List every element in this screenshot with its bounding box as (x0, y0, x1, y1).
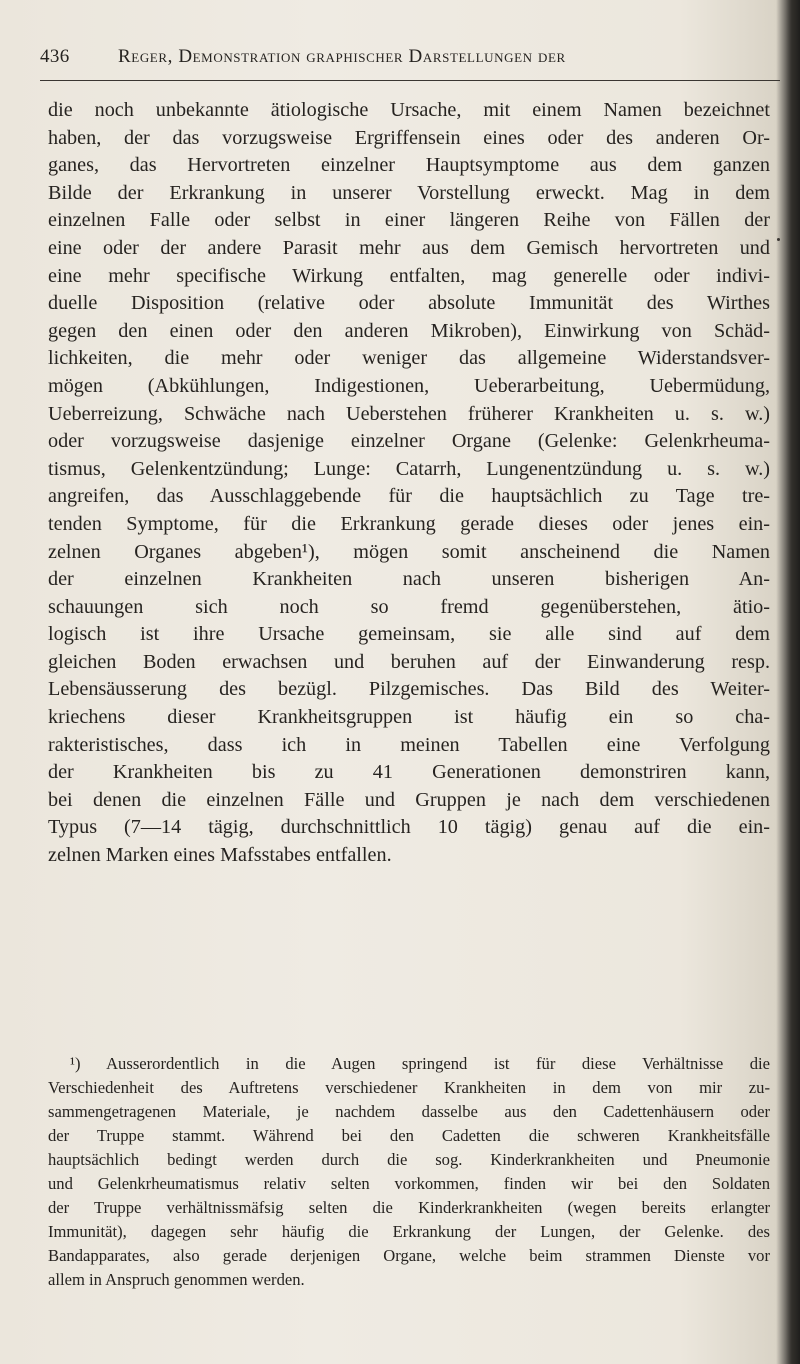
page-edge-shadow (786, 0, 800, 1364)
body-line: rakteristisches, dass ich in meinen Tabellen eine Verfolgung (48, 733, 770, 756)
body-line: Typus (7—14 tägig, durchschnittlich 10 tägig) genau auf die ein- (48, 816, 770, 839)
footnote-line: ¹) Ausserordentlich in die Augen springend ist für diese Verhältnisse die (70, 1054, 770, 1073)
running-head: Reger, Demonstration graphischer Darstellungen der (118, 46, 566, 67)
print-speck (777, 238, 780, 241)
footnote-line: sammengetragenen Materiale, je nachdem dasselbe aus den Cadettenhäusern oder (48, 1102, 770, 1121)
body-line: haben, der das vorzugsweise Ergriffensein eines oder des anderen Or- (48, 126, 770, 149)
footnote-line: Bandapparates, also gerade derjenigen Organe, welche beim strammen Dienste vor (48, 1246, 770, 1265)
body-line: zelnen Marken eines Mafsstabes entfallen. (48, 844, 392, 867)
body-line: Ueberreizung, Schwäche nach Ueberstehen früherer Krankheiten u. s. w.) (48, 402, 770, 425)
body-line: die noch unbekannte ätiologische Ursache, mit einem Namen bezeichnet (48, 99, 770, 121)
footnote-line: Immunität), dagegen sehr häufig die Erkrankung der Lungen, der Gelenke. des (48, 1222, 770, 1241)
body-line: oder vorzugsweise dasjenige einzelner Organe (Gelenke: Gelenkrheuma- (48, 430, 770, 453)
body-line: ganes, das Hervortreten einzelner Hauptsymptome aus dem ganzen (48, 154, 770, 177)
body-line: der Krankheiten bis zu 41 Generationen demonstriren kann, (48, 761, 770, 784)
footnote-line: allem in Anspruch genommen werden. (48, 1270, 305, 1289)
body-line: angreifen, das Ausschlaggebende für die hauptsächlich zu Tage tre- (48, 485, 770, 508)
header-rule (40, 80, 780, 81)
footnote-line: Verschiedenheit des Auftretens verschiedener Krankheiten in dem von mir zu- (48, 1078, 770, 1097)
body-line: zelnen Organes abgeben¹), mögen somit anscheinend die Namen (48, 540, 770, 563)
body-line: eine mehr specifische Wirkung entfalten, mag generelle oder indivi- (48, 264, 770, 287)
body-text (48, 97, 770, 870)
body-line: Lebensäusserung des bezügl. Pilzgemisches. Das Bild des Weiter- (48, 678, 770, 701)
body-line: Bilde der Erkrankung in unserer Vorstellung erweckt. Mag in dem (48, 181, 770, 204)
body-line: gegen den einen oder den anderen Mikroben), Einwirkung von Schäd- (48, 319, 770, 342)
body-line: bei denen die einzelnen Fälle und Gruppen je nach dem verschiedenen (48, 788, 770, 811)
body-line: eine oder der andere Parasit mehr aus dem Gemisch hervortreten und (48, 236, 770, 259)
body-line: duelle Disposition (relative oder absolute Immunität des Wirthes (48, 292, 770, 315)
body-line: der einzelnen Krankheiten nach unseren bisherigen An- (48, 568, 770, 591)
body-line: gleichen Boden erwachsen und beruhen auf der Einwanderung resp. (48, 650, 770, 673)
body-line: kriechens dieser Krankheitsgruppen ist häufig ein so cha- (48, 706, 770, 729)
footnote-line: hauptsächlich bedingt werden durch die sog. Kinderkrankheiten und Pneumonie (48, 1150, 770, 1169)
body-line: logisch ist ihre Ursache gemeinsam, sie alle sind auf dem (48, 623, 770, 646)
body-line: einzelnen Falle oder selbst in einer längeren Reihe von Fällen der (48, 209, 770, 232)
body-line: lichkeiten, die mehr oder weniger das allgemeine Widerstandsver- (48, 347, 770, 370)
footnote-line: und Gelenkrheumatismus relativ selten vorkommen, finden wir bei den Soldaten (48, 1174, 770, 1193)
footnote-line: der Truppe verhältnissmäfsig selten die Kinderkrankheiten (wegen bereits erlangter (48, 1198, 770, 1217)
body-line: tismus, Gelenkentzündung; Lunge: Catarrh, Lungenentzündung u. s. w.) (48, 457, 770, 480)
body-line: tenden Symptome, für die Erkrankung gerade dieses oder jenes ein- (48, 512, 770, 535)
body-line: schauungen sich noch so fremd gegenüberstehen, ätio- (48, 595, 770, 618)
page-number: 436 (40, 46, 70, 67)
footnote-line: der Truppe stammt. Während bei den Cadetten die schweren Krankheitsfälle (48, 1126, 770, 1145)
footnote (48, 1052, 770, 1292)
body-line: mögen (Abkühlungen, Indigestionen, Ueberarbeitung, Uebermüdung, (48, 374, 770, 397)
page-header (40, 46, 780, 80)
